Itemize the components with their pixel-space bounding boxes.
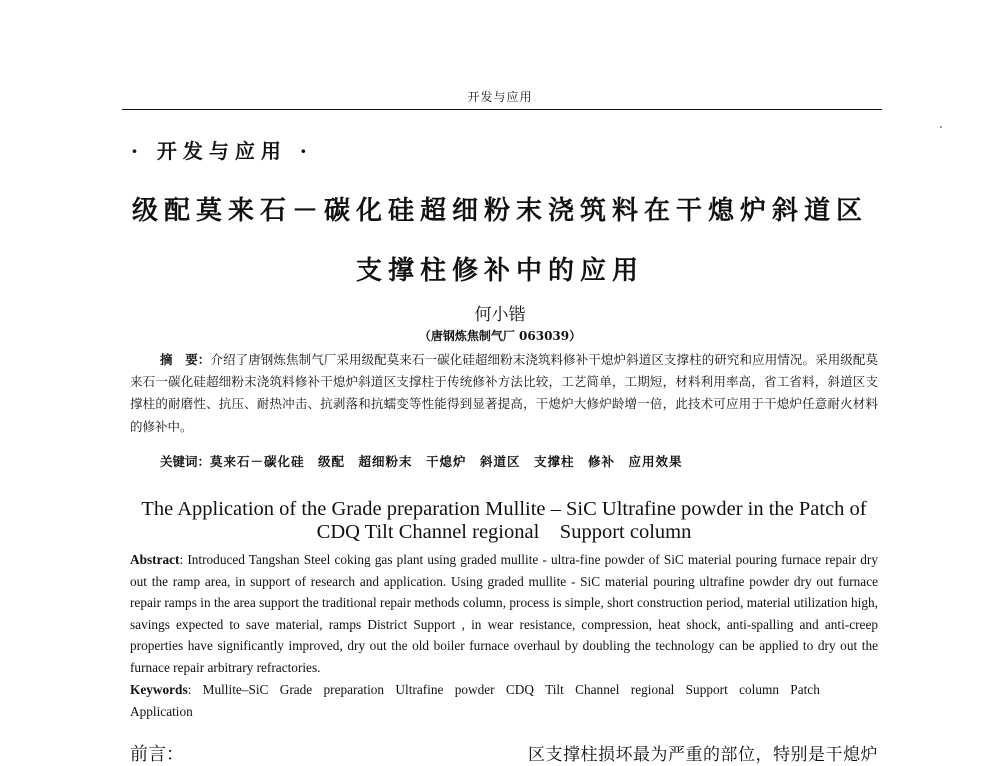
chinese-keywords-label: 关键词：: [160, 454, 211, 469]
english-title-line-2: CDQ Tilt Channel regional Support column: [316, 521, 692, 543]
author-affiliation: （唐钢炼焦制气厂 063039）: [418, 329, 582, 343]
english-keywords-label: Keywords: [130, 682, 188, 697]
chinese-keywords: [160, 452, 683, 470]
chinese-abstract: [130, 349, 878, 438]
english-abstract-text: : Introduced Tangshan Steel coking gas plant using graded mullite - ultra-fine powder of SiC material pouring furnace repair dry out the ramp area, in support of research and application. Using graded mullite - SiC material pouring ultrafine powder dry out furnace repair ramps in the area support the traditional repair methods column, process is simple, short construction period, material utilization high, savings expected to save material, ramps District Support , in wear resistance, compression, heat shock, anti-spalling and anti-creep properties have significantly improved, dry out the old boiler furnace overhaul by doubling the technology can be applied to dry out the furnace repair arbitrary refractories.: [130, 552, 878, 675]
author-name: 何小锴: [474, 305, 526, 325]
chinese-abstract-label: 摘 要：: [160, 352, 211, 367]
chinese-title-line-1: 级配莫来石－碳化硅超细粉末浇筑料在干熄炉斜道区: [131, 196, 868, 226]
english-keywords: [130, 679, 878, 722]
header-rule: [122, 109, 882, 110]
english-keywords-text: : Mullite–SiC Grade preparation Ultrafine powder CDQ Tilt Channel regional Support column Patch Application: [130, 682, 820, 719]
english-title: [120, 498, 888, 544]
english-title-line-1: The Application of the Grade preparation Mullite – SiC Ultrafine powder in the Patch of: [141, 498, 867, 520]
chinese-abstract-text: 介绍了唐钢炼焦制气厂采用级配莫来石一碳化硅超细粉末浇筑料修补干熄炉斜道区支撑柱的研究和应用情况。采用级配莫来石一碳化硅超细粉末浇筑料修补干熄炉斜道区支撑柱于传统修补方法比较，工艺简单，工期短，材料利用率高，省工省料，斜道区支撑柱的耐磨性、抗压、耐热冲击、抗剥落和抗蠕变等性能得到显著提高，干熄炉大修炉龄增一倍，此技术可应用于干熄炉任意耐火材料的修补中。: [130, 352, 878, 434]
english-abstract: [130, 549, 878, 679]
preface-heading: 前言：: [130, 744, 184, 765]
section-label: · 开发与应用 ·: [131, 139, 313, 163]
chinese-title-line-2: 支撑柱修补中的应用: [355, 256, 644, 286]
chinese-keywords-terms: 莫来石－碳化硅 级配 超细粉末 干熄炉 斜道区 支撑柱 修补 应用效果: [210, 454, 683, 469]
running-header: 开发与应用: [467, 90, 533, 104]
english-abstract-label: Abstract: [130, 552, 180, 567]
scan-speck: [940, 126, 942, 128]
body-text-fragment: 区支撑柱损坏最为严重的部位，特别是干熄炉: [528, 745, 878, 765]
